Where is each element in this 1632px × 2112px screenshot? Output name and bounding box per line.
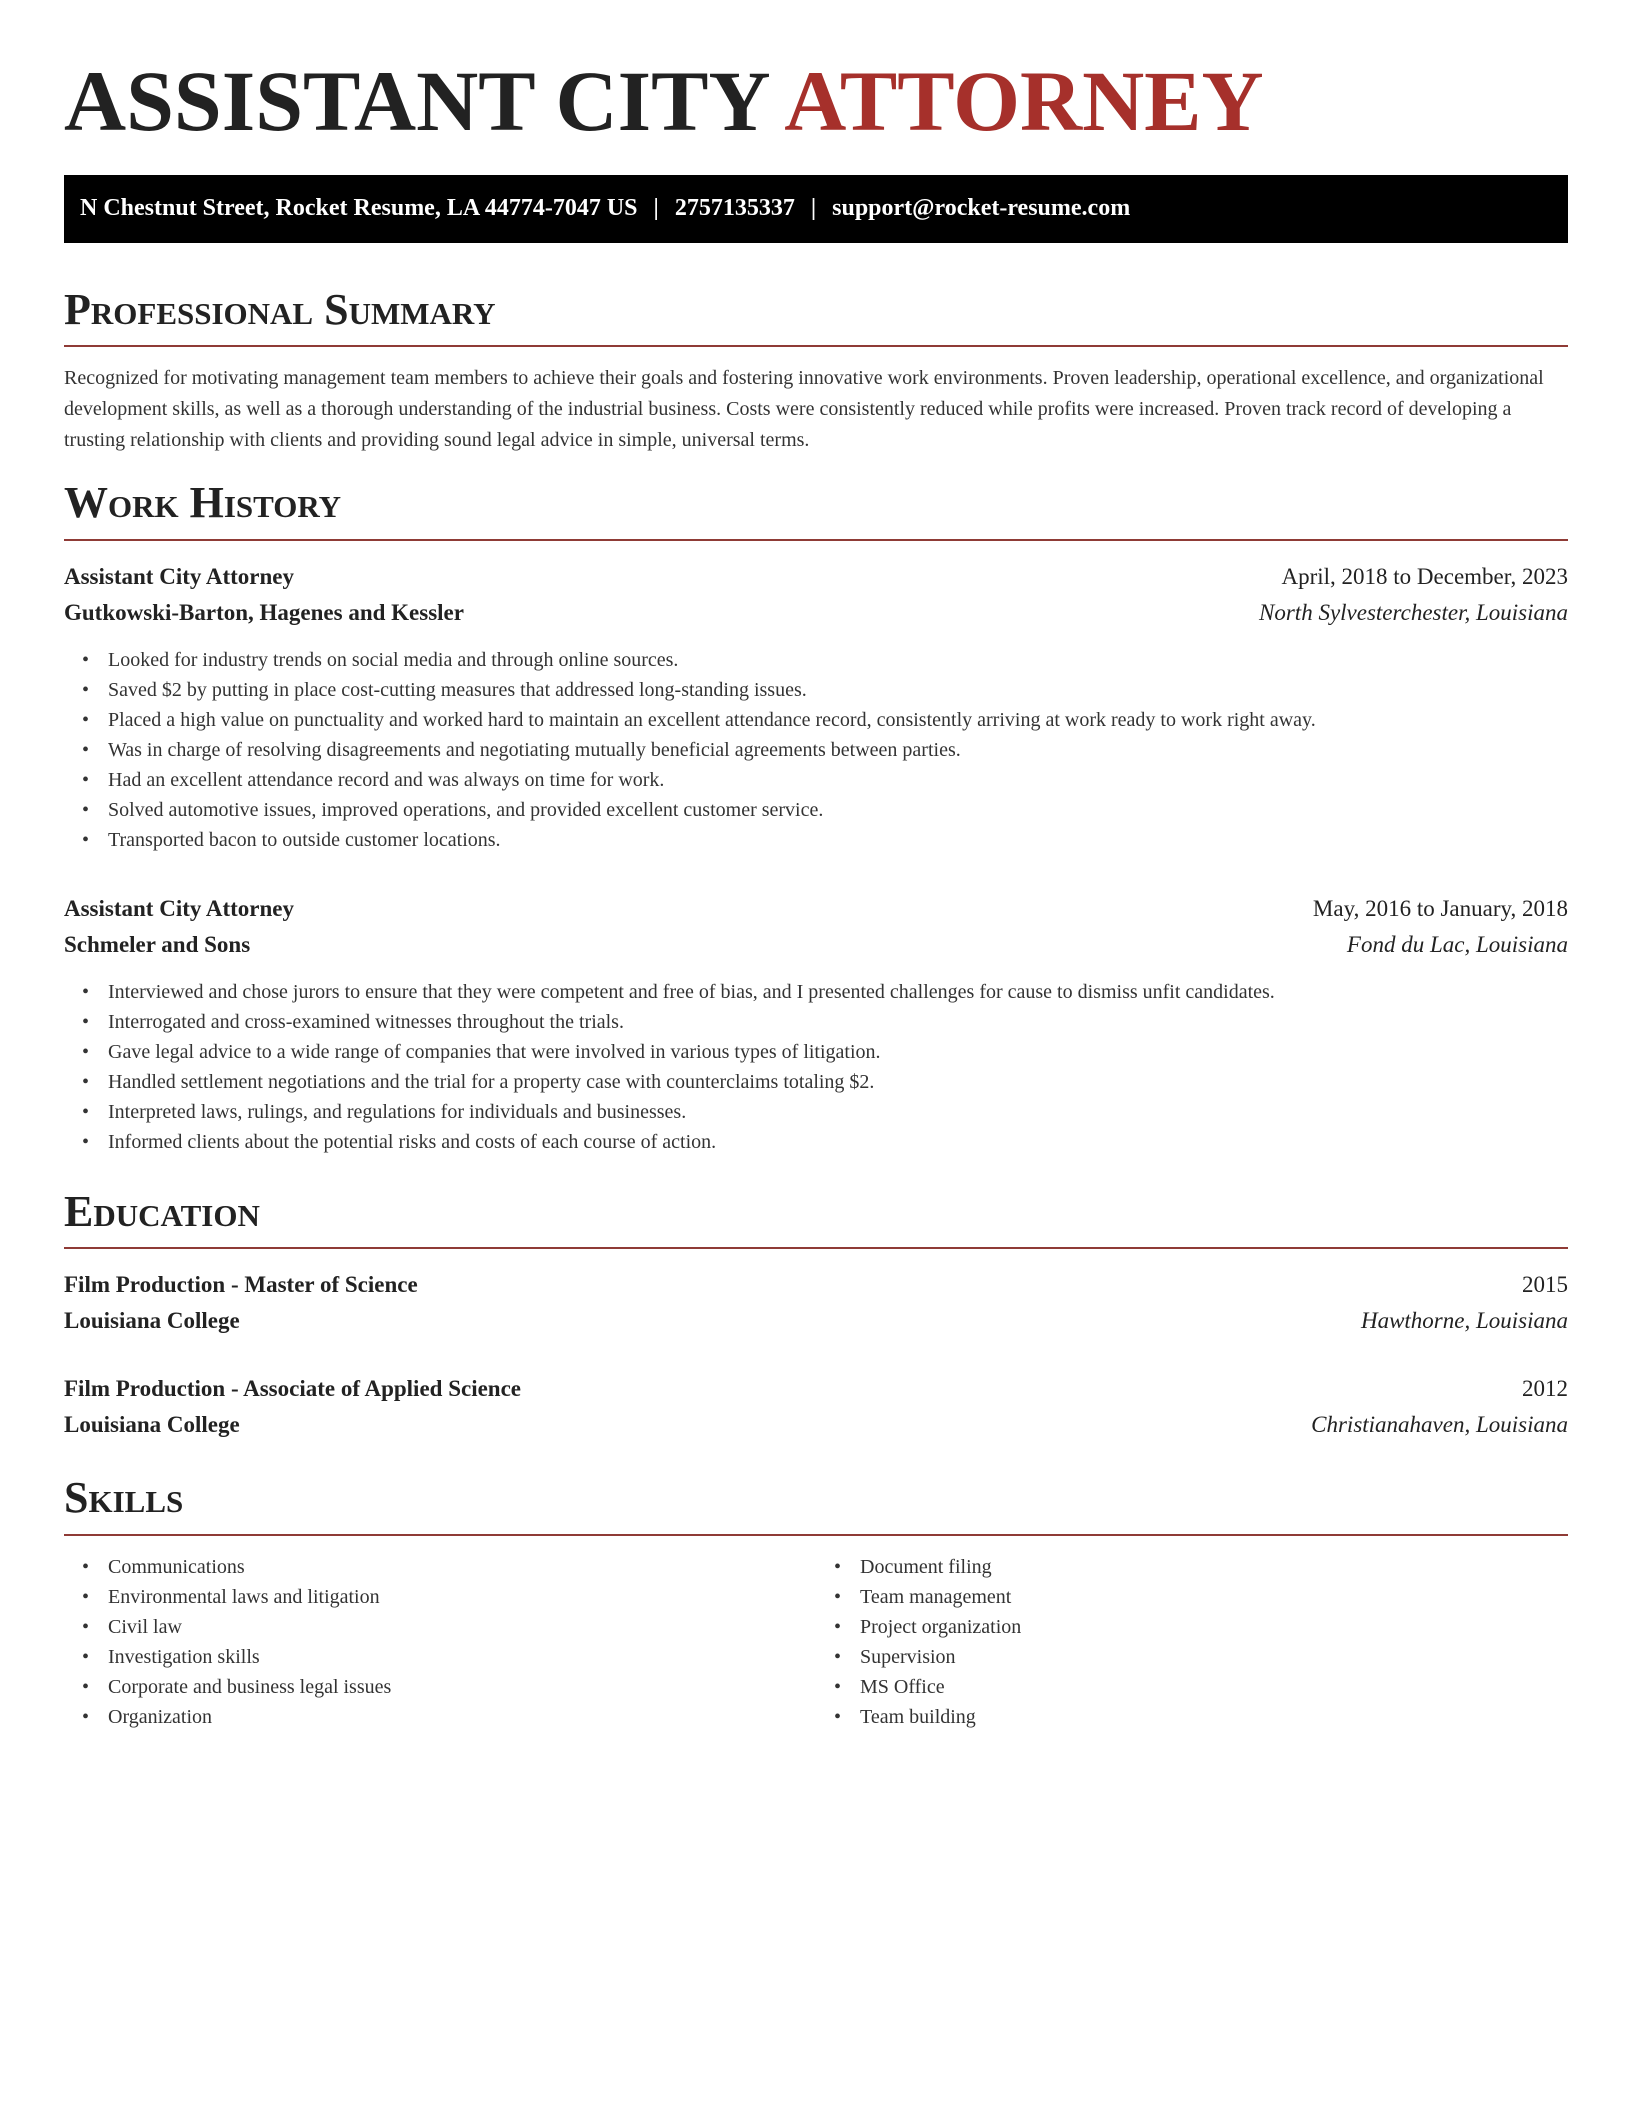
skill-item: • Document filing (860, 1552, 1568, 1582)
skills-section (64, 1473, 1568, 1732)
job-company: Gutkowski-Barton, Hagenes and Kessler (64, 599, 464, 625)
title-part-primary: ASSISTANT CITY (64, 53, 768, 149)
education-school: Louisiana College (64, 1308, 240, 1334)
contact-bar (64, 175, 1568, 243)
job-bullets (64, 645, 1568, 855)
skill-item: • Civil law (108, 1612, 816, 1642)
skill-item: • Environmental laws and litigation (108, 1582, 816, 1612)
education-school-row (64, 1407, 1568, 1443)
skills-column-right (816, 1546, 1568, 1732)
education-year: 2012 (1522, 1376, 1568, 1402)
section-heading-skills: Skills (64, 1473, 184, 1523)
section-divider (64, 1534, 1568, 1536)
skills-list-right (816, 1552, 1568, 1732)
job-bullet: • Interviewed and chose jurors to ensure that they were competent and free of bias, and I presented challenges for cause to dismiss unfit candidates. (108, 977, 1568, 1007)
contact-email: support@rocket-resume.com (832, 195, 1131, 222)
job-dates: April, 2018 to December, 2023 (1281, 563, 1568, 589)
job-bullets (64, 977, 1568, 1157)
job-entry (64, 559, 1568, 855)
job-bullet: • Transported bacon to outside customer locations. (108, 825, 1568, 855)
education-entry (64, 1371, 1568, 1443)
education-degree: Film Production - Master of Science (64, 1272, 418, 1298)
title-part-accent: ATTORNEY (784, 53, 1264, 149)
job-bullet: • Interrogated and cross-examined witnesses throughout the trials. (108, 1007, 1568, 1037)
education-school: Louisiana College (64, 1412, 240, 1438)
job-bullet: • Had an excellent attendance record and was always on time for work. (108, 765, 1568, 795)
job-bullet: • Gave legal advice to a wide range of companies that were involved in various types of litigation. (108, 1037, 1568, 1067)
job-bullet: • Placed a high value on punctuality and worked hard to maintain an excellent attendance record, consistently arriving at work ready to work right away. (108, 705, 1568, 735)
job-dates: May, 2016 to January, 2018 (1312, 895, 1568, 921)
education-degree-row (64, 1267, 1568, 1303)
contact-separator: | (653, 195, 659, 222)
skills-list-left (64, 1552, 816, 1732)
job-title: Assistant City Attorney (64, 563, 294, 589)
job-bullet: • Was in charge of resolving disagreements and negotiating mutually beneficial agreements between parties. (108, 735, 1568, 765)
skill-item: • Project organization (860, 1612, 1568, 1642)
job-bullet: • Saved $2 by putting in place cost-cutting measures that addressed long-standing issues. (108, 675, 1568, 705)
job-location: North Sylvesterchester, Louisiana (1259, 599, 1568, 625)
skill-item: • Investigation skills (108, 1642, 816, 1672)
job-bullet: • Solved automotive issues, improved operations, and provided excellent customer service. (108, 795, 1568, 825)
job-company-row (64, 927, 1568, 963)
section-heading-work-history: Work History (64, 478, 342, 528)
skill-item: • Supervision (860, 1642, 1568, 1672)
job-bullet: • Handled settlement negotiations and the trial for a property case with counterclaims totaling $2. (108, 1067, 1568, 1097)
education-degree: Film Production - Associate of Applied Science (64, 1376, 522, 1402)
professional-summary-section (64, 285, 1568, 457)
education-degree-row (64, 1371, 1568, 1407)
education-entry (64, 1267, 1568, 1339)
education-year: 2015 (1522, 1272, 1568, 1298)
skill-item: • Communications (108, 1552, 816, 1582)
education-section (64, 1187, 1568, 1444)
job-company-row (64, 595, 1568, 631)
job-header-row (64, 559, 1568, 595)
job-location: Fond du Lac, Louisiana (1346, 931, 1568, 957)
contact-address: N Chestnut Street, Rocket Resume, LA 44774-7047 US (80, 195, 638, 222)
contact-separator: | (810, 195, 817, 222)
education-location: Hawthorne, Louisiana (1360, 1308, 1568, 1334)
job-entry (64, 891, 1568, 1157)
section-heading-education: Education (64, 1186, 260, 1236)
section-heading-summary: Professional Summary (64, 284, 496, 334)
skill-item: • Organization (108, 1702, 816, 1732)
contact-phone: 2757135337 (674, 195, 795, 222)
skills-column-left (64, 1546, 816, 1732)
summary-text: Recognized for motivating management team members to achieve their goals and fostering innovative work environments. Proven leadership, operational excellence, and organizational development skills, as well as a thorough understanding of the industrial business. Costs were consistently reduced while profits were increased. Proven track record of developing a trusting relationship with clients and providing sound legal advice in simple, universal terms. (64, 367, 1544, 452)
skill-item: • Team building (860, 1702, 1568, 1732)
education-location: Christianahaven, Louisiana (1311, 1412, 1568, 1438)
resume-title (64, 0, 1568, 149)
job-bullet: • Looked for industry trends on social media and through online sources. (108, 645, 1568, 675)
job-header-row (64, 891, 1568, 927)
skill-item: • MS Office (860, 1672, 1568, 1702)
section-divider (64, 345, 1568, 347)
skill-item: • Team management (860, 1582, 1568, 1612)
job-title: Assistant City Attorney (64, 895, 294, 921)
section-divider (64, 539, 1568, 541)
job-bullet: • Interpreted laws, rulings, and regulations for individuals and businesses. (108, 1097, 1568, 1127)
work-history-section (64, 478, 1568, 1157)
skill-item: • Corporate and business legal issues (108, 1672, 816, 1702)
job-company: Schmeler and Sons (64, 931, 251, 957)
section-divider (64, 1247, 1568, 1249)
education-school-row (64, 1303, 1568, 1339)
skills-columns (64, 1546, 1568, 1732)
job-bullet: • Informed clients about the potential risks and costs of each course of action. (108, 1127, 1568, 1157)
